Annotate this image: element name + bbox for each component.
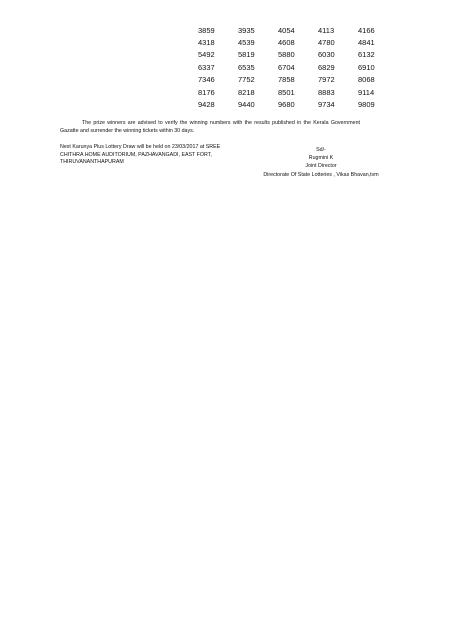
winning-number: 9680 xyxy=(278,100,295,110)
signature-sd: Sd/- xyxy=(316,147,326,153)
number-row xyxy=(196,86,396,98)
next-draw-line-1: Next Karunya Plus Lottery Draw will be held on 23/03/2017 at SREE xyxy=(60,144,221,150)
winning-number: 4054 xyxy=(278,25,295,35)
winning-number: 7752 xyxy=(238,75,255,85)
next-draw-line-2: CHITHRA HOME AUDITORIUM, PAZHAVANGADI, EAST FORT, xyxy=(60,151,212,158)
number-row xyxy=(196,24,396,36)
number-row xyxy=(196,61,396,73)
number-row xyxy=(196,74,396,86)
winning-number: 9428 xyxy=(198,100,215,110)
winning-number: 4166 xyxy=(358,25,375,35)
signatory-designation: Joint Director xyxy=(305,163,337,170)
winning-number: 6132 xyxy=(358,50,375,60)
winning-number: 6030 xyxy=(318,50,335,60)
winning-number: 6535 xyxy=(238,62,255,72)
winning-number: 3859 xyxy=(198,25,215,35)
winning-number: 9734 xyxy=(318,100,335,110)
next-draw-notice xyxy=(60,144,270,167)
winning-number: 4318 xyxy=(198,38,215,48)
number-row xyxy=(196,49,396,61)
winning-number: 4539 xyxy=(238,38,255,48)
winning-number: 8176 xyxy=(198,87,215,97)
winning-number: 7858 xyxy=(278,75,295,85)
winning-number: 8883 xyxy=(318,87,335,97)
winning-number: 6829 xyxy=(318,62,335,72)
winning-number: 6337 xyxy=(198,62,215,72)
next-draw-line-3: THIRUVANANTHAPURAM xyxy=(60,159,124,165)
winning-number: 5492 xyxy=(198,50,215,60)
winning-number: 6704 xyxy=(278,62,295,72)
signature-block xyxy=(256,146,386,179)
winning-number: 9114 xyxy=(358,87,375,97)
signatory-office: Directorate Of State Lotteries , Vikas Bhavan,tvm xyxy=(263,171,379,178)
winning-number: 4113 xyxy=(318,25,335,35)
winner-advice-text: The prize winners are advised to verify the winning numbers with the results published in the Kerala Government Gazatte and surrender the winning tickets within 30 days. xyxy=(60,120,360,134)
winning-number: 7972 xyxy=(318,75,335,85)
winning-number: 7346 xyxy=(198,75,215,85)
winning-number: 6910 xyxy=(358,62,375,72)
winning-number: 8218 xyxy=(238,87,255,97)
winning-number: 9440 xyxy=(238,100,255,110)
winning-number: 5880 xyxy=(278,50,295,60)
signatory-name: Rugmini K xyxy=(308,155,334,162)
number-row xyxy=(196,36,396,48)
winning-number: 3935 xyxy=(238,25,255,35)
winning-number: 4780 xyxy=(318,38,335,48)
winning-number: 4841 xyxy=(358,38,375,48)
winning-number: 5819 xyxy=(238,50,255,60)
winning-numbers-body xyxy=(196,24,396,111)
winner-advice-paragraph xyxy=(60,120,360,135)
winning-numbers-table xyxy=(196,24,396,111)
winning-number: 8068 xyxy=(358,75,375,85)
winning-number: 8501 xyxy=(278,87,295,97)
winning-number: 4608 xyxy=(278,38,295,48)
number-row xyxy=(196,98,396,110)
winning-number: 9809 xyxy=(358,100,375,110)
